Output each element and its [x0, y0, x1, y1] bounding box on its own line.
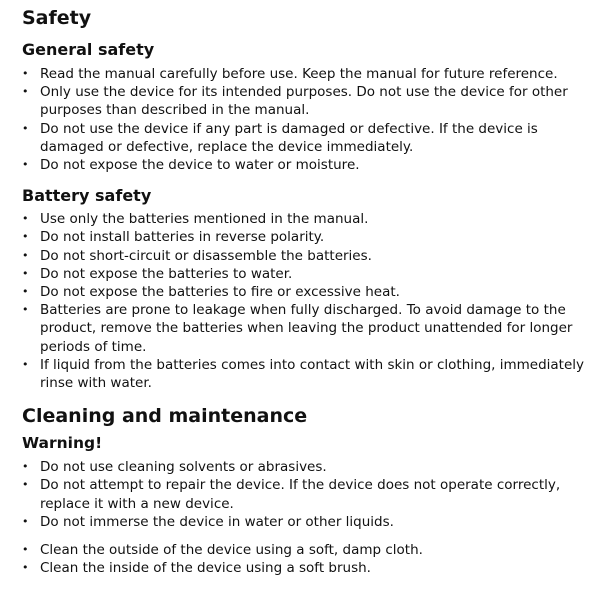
cleaning-list	[22, 541, 586, 577]
list-item: • Do not expose the batteries to water.	[22, 265, 586, 283]
list-item: • Read the manual carefully before use. Keep the manual for future reference.	[22, 65, 586, 83]
battery-safety-list	[22, 210, 586, 392]
battery-safety-heading: Battery safety	[22, 186, 152, 206]
list-item: • Do not immerse the device in water or other liquids.	[22, 513, 586, 531]
list-item: • Batteries are prone to leakage when fully discharged. To avoid damage to the product, remove the batteries when leaving the product unattended for longer periods of time.	[22, 301, 586, 356]
list-item: • Do not expose the device to water or moisture.	[22, 156, 586, 174]
list-item: • Do not install batteries in reverse polarity.	[22, 228, 586, 246]
list-item: • Do not use the device if any part is damaged or defective. If the device is damaged or defective, replace the device immediately.	[22, 120, 586, 156]
list-item: • Do not expose the batteries to fire or excessive heat.	[22, 283, 586, 301]
list-item: • Clean the outside of the device using a soft, damp cloth.	[22, 541, 586, 559]
list-item: • Do not use cleaning solvents or abrasives.	[22, 458, 586, 476]
list-item: • Use only the batteries mentioned in the manual.	[22, 210, 586, 228]
cleaning-maintenance-heading: Cleaning and maintenance	[22, 405, 308, 428]
warning-heading: Warning!	[22, 434, 103, 453]
general-safety-list	[22, 65, 586, 174]
warning-list	[22, 458, 586, 531]
list-item: • Do not short-circuit or disassemble the batteries.	[22, 247, 586, 265]
list-item: • Do not attempt to repair the device. If the device does not operate correctly, replace it with a new device.	[22, 476, 586, 512]
general-safety-heading: General safety	[22, 40, 155, 59]
list-item: • Clean the inside of the device using a soft brush.	[22, 559, 586, 577]
safety-heading: Safety	[22, 7, 92, 29]
list-item: • If liquid from the batteries comes into contact with skin or clothing, immediately rinse with water.	[22, 356, 586, 392]
list-item: • Only use the device for its intended purposes. Do not use the device for other purposes than described in the manual.	[22, 83, 586, 119]
